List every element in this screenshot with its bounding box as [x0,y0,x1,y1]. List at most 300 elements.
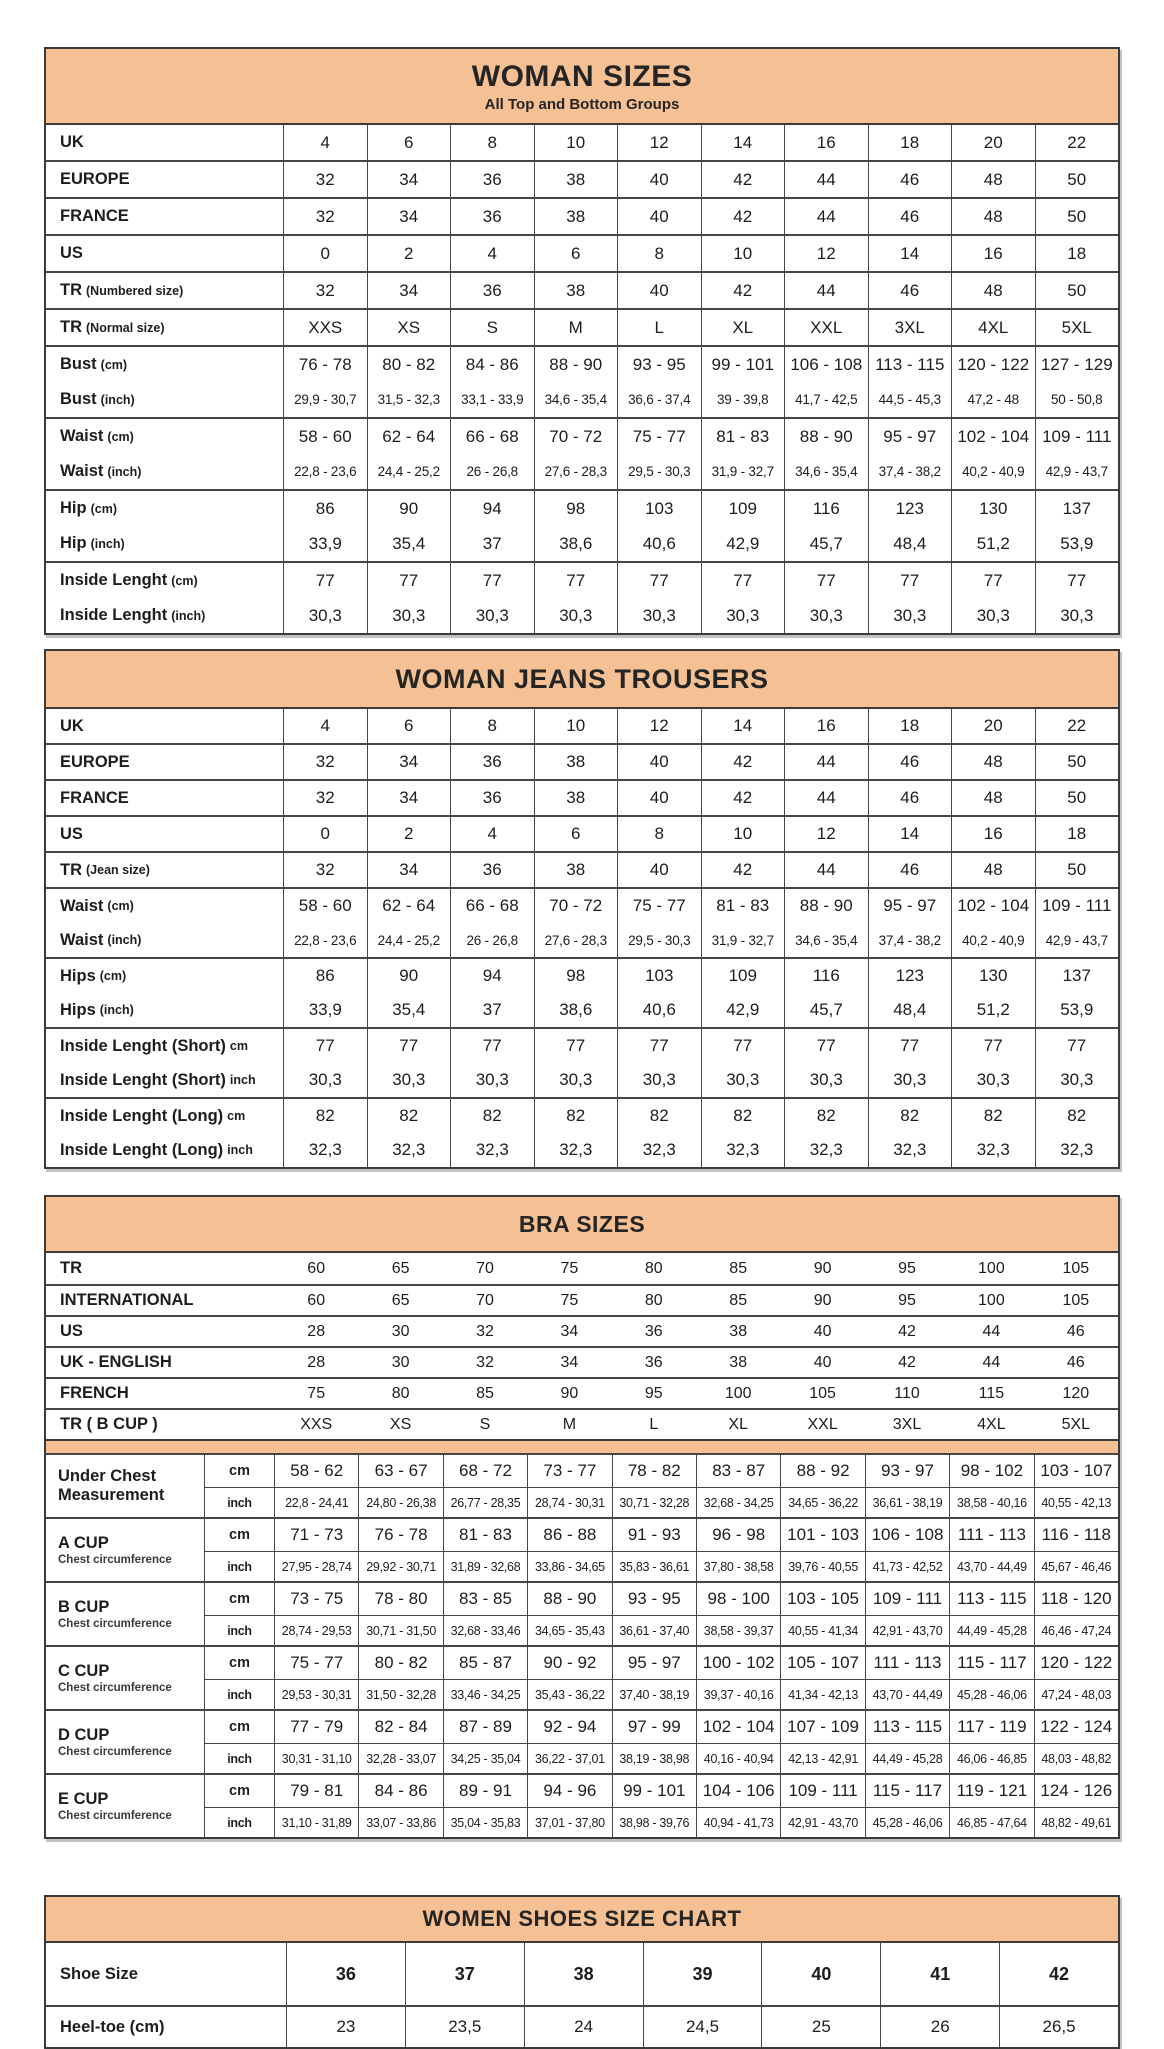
row-label [46,526,283,561]
size-value: 51,2 [951,526,1035,561]
size-value: 36 [450,853,534,887]
size-value: 32 [283,853,367,887]
size-value: 44,49 - 45,28 [949,1615,1033,1645]
size-value: 29,9 - 30,7 [283,382,367,417]
size-value: 105 - 107 [780,1647,864,1679]
size-value: 58 - 62 [274,1455,358,1487]
size-value: 70 [476,1259,494,1277]
size-value: S [479,1415,491,1433]
size-value: 42 [701,745,785,779]
size-value: 31,10 - 31,89 [274,1807,358,1837]
size-value: 81 - 83 [701,889,785,923]
size-value: 98 [534,959,618,993]
size-value: 115 - 117 [949,1647,1033,1679]
size-value: 103 - 105 [780,1583,864,1615]
size-value: 38,58 - 39,37 [696,1615,780,1645]
size-value: 46 [868,745,952,779]
size-value: 77 [617,563,701,598]
woman-sizes-table [44,47,1120,635]
size-value: 106 - 108 [784,347,868,382]
size-value: 20 [951,709,1035,743]
size-value: 99 - 101 [701,347,785,382]
cup-name: C CUP [58,1661,110,1680]
size-value: 39,37 - 40,16 [696,1679,780,1709]
size-value: 94 - 96 [527,1775,611,1807]
size-value: 120 - 122 [1034,1647,1118,1679]
size-value: 82 [450,1099,534,1133]
size-value: 91 - 93 [612,1519,696,1551]
row-label-text: US [60,824,83,843]
size-value: 38 [534,781,618,815]
size-value: 30,3 [951,598,1035,633]
cup-sublabel: Chest circumference [58,1682,172,1695]
size-value: 30,3 [367,598,451,633]
size-value: 38,98 - 39,76 [612,1807,696,1837]
size-value: 53,9 [1035,993,1119,1027]
unit-cm: cm [204,1519,274,1551]
table-row [46,598,1118,633]
size-value: 42,91 - 43,70 [780,1807,864,1837]
size-value: 30,3 [283,1063,367,1097]
size-value: 50 [1035,162,1119,197]
size-value: 85 [476,1384,494,1402]
size-value: 12 [617,125,701,160]
row-label [46,709,283,743]
row-label [46,273,283,308]
size-value: 10 [701,236,785,271]
size-value: 130 [951,491,1035,526]
size-section [46,345,1118,417]
row-label [46,310,283,345]
table-row [46,853,1118,887]
table-row [46,273,1118,308]
size-value: 30,3 [784,598,868,633]
size-value: 109 - 111 [865,1583,949,1615]
size-value: 66 - 68 [450,889,534,923]
row-label [46,889,283,923]
size-value: 33,9 [283,526,367,561]
size-value: 113 - 115 [865,1711,949,1743]
size-value: 75 - 77 [617,419,701,454]
size-value: 18 [868,709,952,743]
size-value: 28,74 - 30,31 [527,1487,611,1517]
size-value: 30,3 [617,598,701,633]
row-label-text: Bust [60,390,97,408]
size-value: 41,73 - 42,52 [865,1551,949,1581]
size-value: 137 [1035,491,1119,526]
size-value: 2 [367,817,451,851]
size-value: 37 [405,1943,524,2005]
table-row [46,1133,1118,1167]
row-label [46,598,283,633]
size-value: 34 [367,745,451,779]
size-value: 48 [951,162,1035,197]
size-value: 36,61 - 38,19 [865,1487,949,1517]
size-section [46,815,1118,851]
size-value: 40,6 [617,993,701,1027]
table-row [46,526,1118,561]
size-value: 42 [701,162,785,197]
size-value: 109 [701,491,785,526]
size-value: 60 [307,1291,326,1309]
size-value: 123 [868,491,952,526]
row-label-text: Bust [60,355,97,373]
size-value: 34 [367,199,451,234]
size-value: 38 [534,199,618,234]
row-label-text: Hips [60,1000,96,1019]
row-label [46,1943,286,2005]
size-value: 77 [283,1029,367,1063]
size-value: 119 - 121 [949,1775,1033,1807]
size-value: 36 [450,199,534,234]
size-value: 77 [1035,563,1119,598]
size-value: XXS [300,1415,333,1433]
size-value: 82 [283,1099,367,1133]
size-value: 50 - 50,8 [1035,382,1119,417]
unit-inch: inch [204,1807,274,1837]
size-value: 4 [450,817,534,851]
size-value: 31,50 - 32,28 [358,1679,442,1709]
row-label [46,347,283,382]
row-label [46,1317,274,1346]
size-value: 109 - 111 [1035,889,1119,923]
cup-label [46,1647,204,1709]
size-value: 10 [534,709,618,743]
row-label-text: Waist [60,930,104,949]
table-row [46,923,1118,957]
size-value: 40 [617,199,701,234]
row-label-text: INTERNATIONAL [60,1291,194,1309]
size-value: 28 [307,1353,326,1371]
row-label [46,2007,286,2047]
size-value: 34,25 - 35,04 [443,1743,527,1773]
size-value: 48,4 [868,526,952,561]
size-value: 18 [1035,817,1119,851]
table-row [46,959,1118,993]
size-value: 32 [476,1322,494,1340]
size-value: 40,16 - 40,94 [696,1743,780,1773]
size-value: 46 [1066,1322,1085,1340]
row-label [46,125,283,160]
size-value: 80 [644,1259,663,1277]
size-value: 87 - 89 [443,1711,527,1743]
size-value: 65 [391,1259,410,1277]
size-value: 77 [367,563,451,598]
row-label [46,563,283,598]
size-value: 35,43 - 36,22 [527,1679,611,1709]
size-value: 38 [729,1322,748,1340]
size-value: XL [701,310,785,345]
size-value: 113 - 115 [949,1583,1033,1615]
size-value: 90 [813,1259,832,1277]
size-value: 105 [1062,1259,1090,1277]
size-value: 30,3 [283,598,367,633]
size-value: 124 - 126 [1034,1775,1118,1807]
size-value: 42 [999,1943,1118,2005]
size-value: 36,6 - 37,4 [617,382,701,417]
row-label [46,817,283,851]
size-value: 23 [286,2007,405,2047]
cup-label [46,1583,204,1645]
cup-section [46,1709,1118,1773]
size-value: 30,3 [367,1063,451,1097]
cup-label [46,1775,204,1837]
cup-sublabel: Chest circumference [58,1810,172,1823]
size-value: 42,9 - 43,7 [1035,454,1119,489]
size-value: 110 [894,1384,920,1402]
size-value: 22 [1035,125,1119,160]
table-row [46,993,1118,1027]
size-value: 32 [283,273,367,308]
size-value: 94 [450,959,534,993]
unit-cm: cm [204,1583,274,1615]
size-section [46,489,1118,561]
size-value: 77 [367,1029,451,1063]
row-label-text: Inside Lenght (Long) [60,1140,224,1159]
size-value: 12 [784,817,868,851]
row-label-note: (cm) [90,501,117,516]
size-value: 39,76 - 40,55 [780,1551,864,1581]
size-value: 68 - 72 [443,1455,527,1487]
size-value: 86 [283,491,367,526]
size-value: 42 [701,781,785,815]
size-section [46,779,1118,815]
size-value: 75 - 77 [274,1647,358,1679]
size-value: 93 - 97 [865,1455,949,1487]
size-value: 82 [784,1099,868,1133]
table-row [46,781,1118,815]
size-value: 33,1 - 33,9 [450,382,534,417]
table-row [46,199,1118,234]
size-value: 28 [307,1322,326,1340]
cup-label [46,1519,204,1581]
cup-section [46,1773,1118,1837]
size-value: 41 [880,1943,999,2005]
size-value: 89 - 91 [443,1775,527,1807]
row-label-text: US [60,1322,83,1340]
size-value: 111 - 113 [865,1647,949,1679]
size-value: 84 - 86 [358,1775,442,1807]
size-value: 28,74 - 29,53 [274,1615,358,1645]
size-value: 0 [283,236,367,271]
row-label-note: (inch) [107,464,142,479]
row-label-text: UK [60,716,84,735]
size-value: 63 - 67 [358,1455,442,1487]
size-value: M [534,310,618,345]
size-value: 8 [450,125,534,160]
unit-inch: inch [204,1551,274,1581]
size-value: 48 [951,745,1035,779]
size-value: 96 - 98 [696,1519,780,1551]
size-value: M [562,1415,577,1433]
size-value: 44 [784,199,868,234]
cup-section [46,1517,1118,1581]
size-value: 24,4 - 25,2 [367,923,451,957]
size-value: 82 [367,1099,451,1133]
size-value: 42 [701,273,785,308]
size-value: 46,46 - 47,24 [1034,1615,1118,1645]
woman-jeans-trousers-table [44,649,1120,1169]
size-value: 4 [283,709,367,743]
size-value: 46 [868,853,952,887]
size-value: 44 [982,1322,1001,1340]
size-section [46,271,1118,308]
size-value: 14 [868,817,952,851]
size-value: 80 - 82 [367,347,451,382]
size-value: 30,3 [784,1063,868,1097]
size-value: 44,5 - 45,3 [868,382,952,417]
size-value: 75 [560,1259,579,1277]
size-section [46,743,1118,779]
size-value: 82 [1035,1099,1119,1133]
size-value: 116 [784,959,868,993]
size-section [46,709,1118,743]
size-value: 30,3 [617,1063,701,1097]
size-value: 78 - 82 [612,1455,696,1487]
table-row [46,1943,1118,2005]
size-value: 77 [701,563,785,598]
size-value: 75 - 77 [617,889,701,923]
size-value: 30,3 [450,598,534,633]
row-label-text: UK [60,133,84,151]
table-row [46,1408,1118,1439]
row-label [46,1348,274,1377]
size-value: 14 [701,125,785,160]
size-value: 123 [868,959,952,993]
size-value: 10 [701,817,785,851]
row-label [46,1410,274,1439]
size-value: 16 [951,817,1035,851]
size-value: 95 - 97 [868,889,952,923]
row-label [46,1063,283,1097]
size-value: 38 [534,853,618,887]
size-value: 42 [701,199,785,234]
size-value: 29,5 - 30,3 [617,454,701,489]
size-value: 30,3 [868,1063,952,1097]
table-row [46,1284,1118,1315]
size-value: S [450,310,534,345]
size-value: 40 [617,273,701,308]
size-value: 27,95 - 28,74 [274,1551,358,1581]
size-value: 32,3 [283,1133,367,1167]
row-label-text: Shoe Size [60,1964,138,1983]
row-label-note: (Jean size) [86,863,150,877]
size-value: 116 - 118 [1034,1519,1118,1551]
size-value: 44 [784,781,868,815]
size-value: 33,86 - 34,65 [527,1551,611,1581]
size-value: 24,5 [643,2007,762,2047]
size-value: 34 [367,273,451,308]
size-value: 113 - 115 [868,347,952,382]
size-value: 42,9 - 43,7 [1035,923,1119,957]
size-value: 29,53 - 30,31 [274,1679,358,1709]
size-value: 30,3 [534,1063,618,1097]
size-value: 43,70 - 44,49 [865,1679,949,1709]
size-value: 44 [784,745,868,779]
size-value: 97 - 99 [612,1711,696,1743]
size-value: 34,65 - 35,43 [527,1615,611,1645]
size-value: 109 - 111 [1035,419,1119,454]
size-value: 83 - 87 [696,1455,780,1487]
table-subtitle: All Top and Bottom Groups [484,95,680,113]
size-value: 30,3 [450,1063,534,1097]
size-value: 137 [1035,959,1119,993]
size-value: 32,3 [951,1133,1035,1167]
size-value: 82 [868,1099,952,1133]
row-label [46,1379,274,1408]
size-value: 70 [476,1291,494,1309]
size-value: 33,9 [283,993,367,1027]
size-value: 84 - 86 [450,347,534,382]
cup-name: A CUP [58,1533,109,1552]
row-label [46,491,283,526]
size-value: 98 - 100 [696,1583,780,1615]
row-label-text: EUROPE [60,752,130,771]
size-value: XS [389,1415,412,1433]
size-value: 40,2 - 40,9 [951,923,1035,957]
size-value: 29,92 - 30,71 [358,1551,442,1581]
size-value: 26,5 [999,2007,1118,2047]
size-value: 14 [868,236,952,271]
size-value: 46 [868,199,952,234]
size-value: 46,85 - 47,64 [949,1807,1033,1837]
size-value: 34 [367,853,451,887]
size-value: 70 - 72 [534,889,618,923]
size-value: 77 [951,563,1035,598]
size-value: 34,6 - 35,4 [784,923,868,957]
size-value: 48 [951,781,1035,815]
size-value: 45,7 [784,526,868,561]
row-label-text: Waist [60,427,104,445]
size-value: 39 - 39,8 [701,382,785,417]
size-value: 30,3 [534,598,618,633]
size-value: 37,01 - 37,80 [527,1807,611,1837]
size-value: 32,3 [1035,1133,1119,1167]
size-section [46,851,1118,887]
size-value: 80 [644,1291,663,1309]
size-value: 38 [729,1353,748,1371]
row-label-note: (cm) [107,429,134,444]
size-value: 45,28 - 46,06 [949,1679,1033,1709]
size-value: 77 [701,1029,785,1063]
size-section [46,308,1118,345]
size-value: 22,8 - 23,6 [283,454,367,489]
size-value: 98 - 102 [949,1455,1033,1487]
size-value: 62 - 64 [367,889,451,923]
size-value: 36 [644,1353,663,1371]
size-value: 30,3 [701,598,785,633]
size-value: 79 - 81 [274,1775,358,1807]
size-value: 40 [617,162,701,197]
size-value: XXL [807,1415,838,1433]
size-value: 33,07 - 33,86 [358,1807,442,1837]
size-value: 36,22 - 37,01 [527,1743,611,1773]
size-value: 94 [450,491,534,526]
size-value: 48,4 [868,993,952,1027]
size-value: 42,13 - 42,91 [780,1743,864,1773]
size-value: 95 [644,1384,663,1402]
size-value: 115 [978,1384,1005,1402]
size-value: 32 [476,1353,494,1371]
table-row [46,1315,1118,1346]
size-value: 80 [391,1384,410,1402]
size-value: 20 [951,125,1035,160]
size-value: 37,4 - 38,2 [868,923,952,957]
shoes-header [46,1897,1118,1943]
size-value: 35,83 - 36,61 [612,1551,696,1581]
size-value: 40,94 - 41,73 [696,1807,780,1837]
table-row [46,1099,1118,1133]
